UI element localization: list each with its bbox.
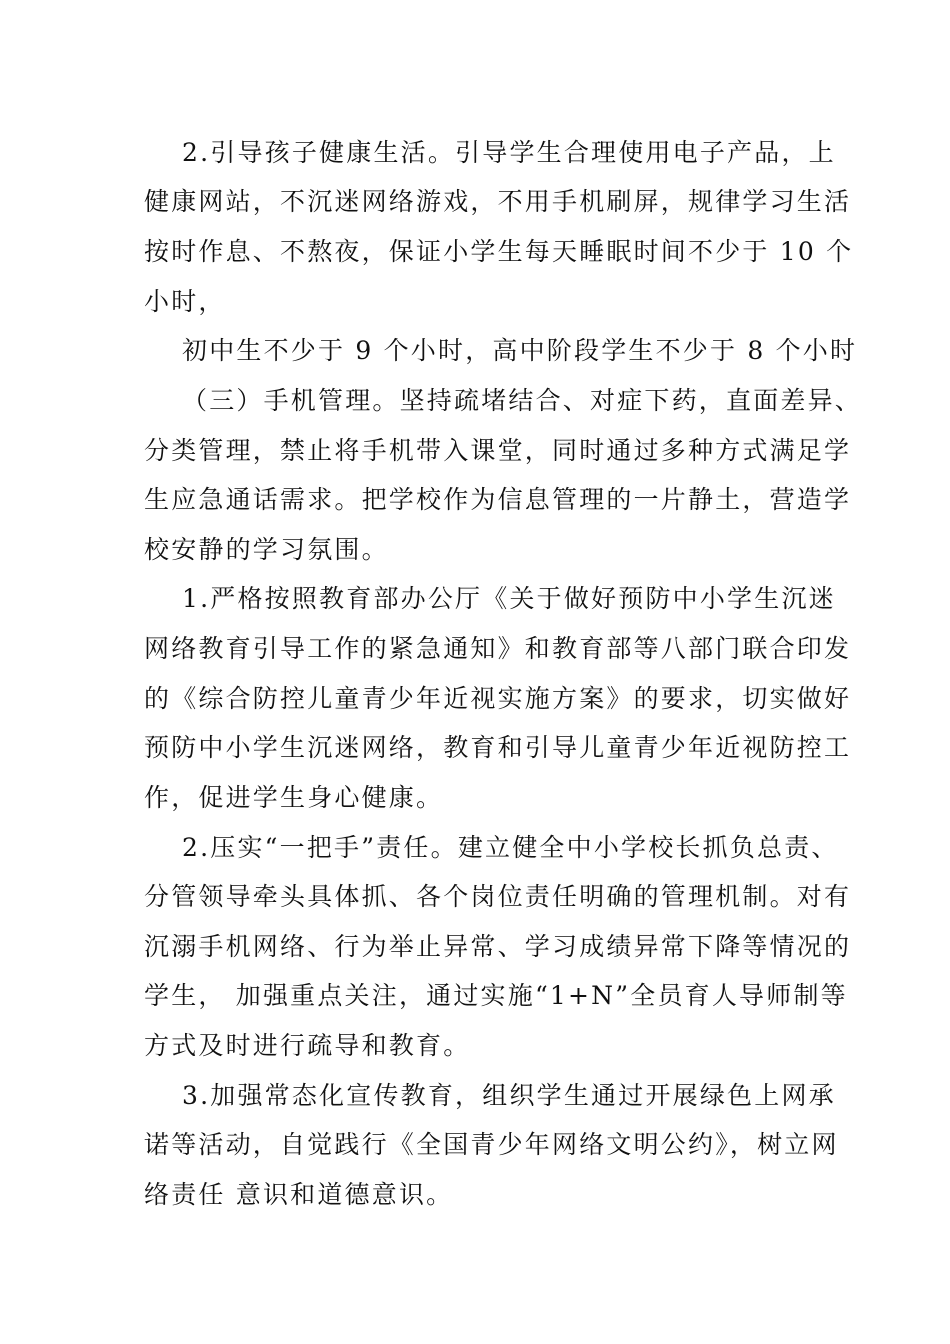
- text-line: 预防中小学生沉迷网络，教育和引导儿童青少年近视防控工: [144, 733, 852, 762]
- text-line: 校安静的学习氛围。: [144, 535, 389, 564]
- text-line: 诺等活动，自觉践行《全国青少年网络文明公约》，树立网: [144, 1130, 839, 1159]
- text-line: 1.严格按照教育部办公厅《关于做好预防中小学生沉迷: [182, 584, 836, 613]
- text-line: 初中生不少于 9 个小时，高中阶段学生不少于 8 个小时: [182, 336, 858, 365]
- text-line: 沉溺手机网络、行为举止异常、学习成绩异常下降等情况的: [144, 932, 852, 961]
- text-line: 小时，: [144, 287, 226, 316]
- text-line: 2.压实“一把手”责任。建立健全中小学校长抓负总责、: [182, 833, 839, 862]
- text-line: 2.引导孩子健康生活。引导学生合理使用电子产品，上: [182, 138, 836, 167]
- text-line: 的《综合防控儿童青少年近视实施方案》的要求，切实做好: [144, 684, 852, 713]
- text-line: 络责任 意识和道德意识。: [144, 1180, 454, 1209]
- text-line: 学生， 加强重点关注，通过实施“1+N”全员育人导师制等: [144, 981, 848, 1010]
- text-line: 作，促进学生身心健康。: [144, 783, 444, 812]
- text-line: （三）手机管理。坚持疏堵结合、对症下药，直面差异、: [182, 386, 863, 415]
- text-line: 按时作息、不熬夜，保证小学生每天睡眠时间不少于 10 个: [144, 237, 854, 266]
- text-line: 分管领导牵头具体抓、各个岗位责任明确的管理机制。对有: [144, 882, 852, 911]
- text-line: 方式及时进行疏导和教育。: [144, 1031, 471, 1060]
- text-line: 健康网站，不沉迷网络游戏，不用手机刷屏，规律学习生活: [144, 187, 852, 216]
- text-line: 3.加强常态化宣传教育，组织学生通过开展绿色上网承: [182, 1081, 836, 1110]
- text-line: 分类管理，禁止将手机带入课堂，同时通过多种方式满足学: [144, 436, 852, 465]
- text-line: 生应急通话需求。把学校作为信息管理的一片静土，营造学: [144, 485, 852, 514]
- text-line: 网络教育引导工作的紧急通知》和教育部等八部门联合印发: [144, 634, 852, 663]
